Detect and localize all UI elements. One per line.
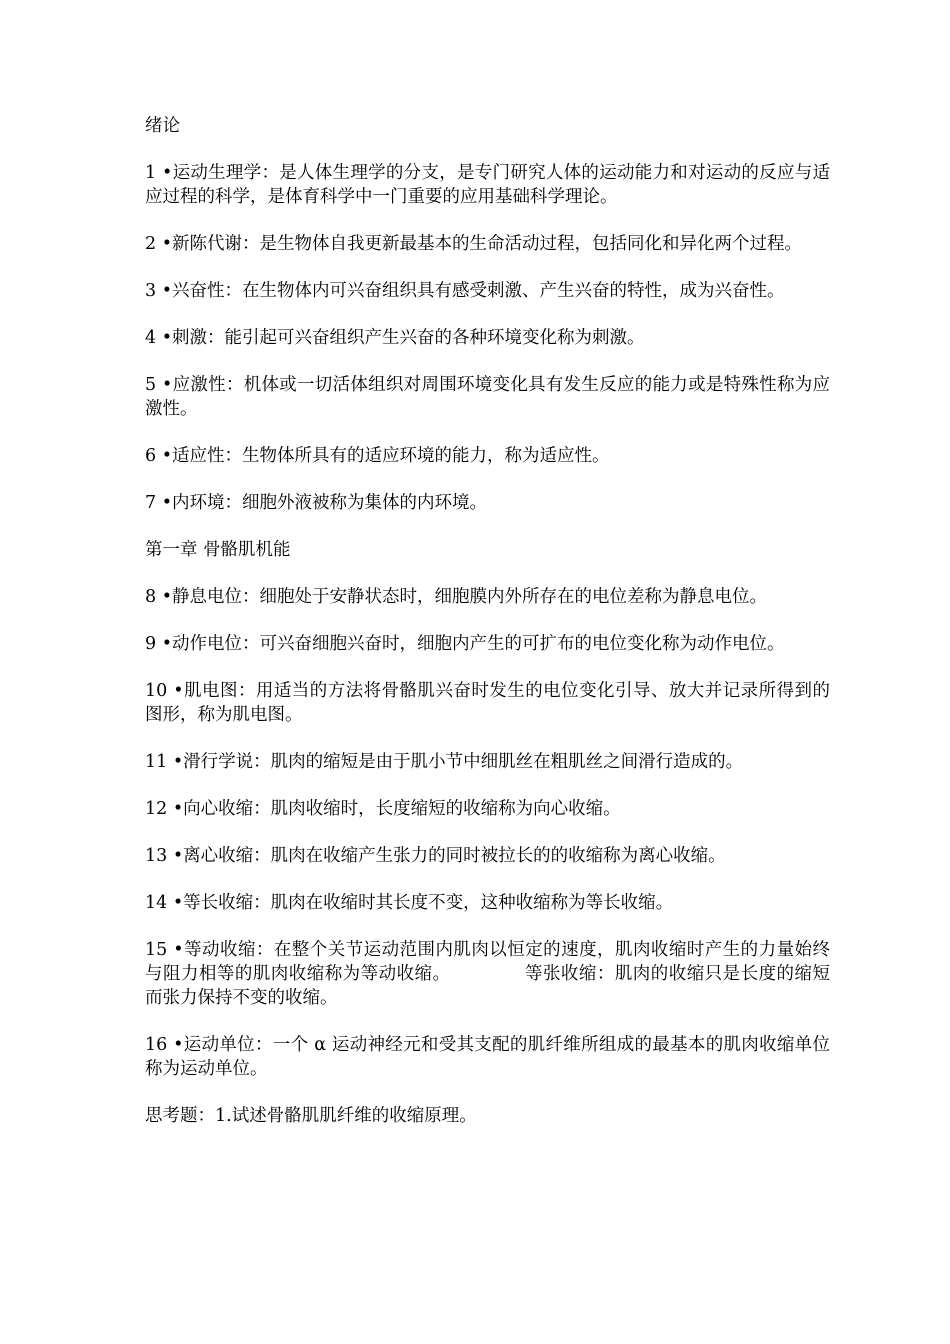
item-number: 15 • [145,940,184,960]
item-number: 11 • [145,752,183,772]
definition-item-6 [145,444,830,468]
definition-item-10 [145,679,830,727]
definition-item-4 [145,326,830,350]
definition-item-15 [145,938,830,1010]
item-number: 6 • [145,446,172,466]
item-text: 等长收缩：肌肉在收缩时其长度不变，这种收缩称为等长收缩。 [183,893,674,913]
item-text: 动作电位：可兴奋细胞兴奋时，细胞内产生的可扩布的电位变化称为动作电位。 [172,634,785,654]
item-number: 13 • [145,846,183,866]
definition-item-9 [145,632,830,656]
item-text: 运动单位：一个 α 运动神经元和受其支配的肌纤维所组成的最基本的肌肉收缩单位称为运动单位。 [145,1035,830,1079]
item-number: 4 • [145,328,172,348]
definition-item-16 [145,1033,830,1081]
definition-item-8 [145,585,830,609]
item-text: 应激性：机体或一切活体组织对周围环境变化具有发生反应的能力或是特殊性称为应激性。 [145,375,831,419]
study-question: 思考题：1.试述骨骼肌肌纤维的收缩原理。 [145,1106,477,1126]
definition-item-7 [145,491,830,515]
item-text: 等动收缩：在整个关节运动范围内肌肉以恒定的速度，肌肉收缩时产生的力量始终与阻力相等的肌肉收缩称为等动收缩。 [145,940,830,984]
item-text: 适应性：生物体所具有的适应环境的能力，称为适应性。 [172,446,610,466]
item-number: 9 • [145,634,172,654]
item-number: 14 • [145,893,183,913]
definition-item-3 [145,279,830,303]
item-text: 刺激：能引起可兴奋组织产生兴奋的各种环境变化称为刺激。 [172,328,645,348]
definition-item-1 [145,161,830,209]
item-number: 10 • [145,681,184,701]
item-text: 向心收缩：肌肉收缩时，长度缩短的收缩称为向心收缩。 [183,799,621,819]
item-text: 运动生理学：是人体生理学的分支，是专门研究人体的运动能力和对运动的反应与适应过程的科学，是体育科学中一门重要的应用基础科学理论。 [145,163,831,207]
definition-item-14 [145,891,830,915]
item-number: 2 • [145,234,172,254]
item-number: 5 • [145,375,172,395]
item-number: 16 • [145,1035,183,1055]
definition-item-5 [145,373,830,421]
definition-item-13 [145,844,830,868]
item-text: 兴奋性：在生物体内可兴奋组织具有感受刺激、产生兴奋的特性，成为兴奋性。 [172,281,785,301]
section-heading-chapter1: 第一章 骨骼肌机能 [145,540,291,560]
definition-item-12 [145,797,830,821]
item-text: 肌电图：用适当的方法将骨骼肌兴奋时发生的电位变化引导、放大并记录所得到的图形，称为肌电图。 [145,681,830,725]
item-text: 静息电位：细胞处于安静状态时，细胞膜内外所存在的电位差称为静息电位。 [172,587,768,607]
item-text: 内环境：细胞外液被称为集体的内环境。 [172,493,488,513]
definition-item-11 [145,750,830,774]
item-text: 滑行学说：肌肉的缩短是由于肌小节中细肌丝在粗肌丝之间滑行造成的。 [183,752,744,772]
item-number: 3 • [145,281,172,301]
item-number: 7 • [145,493,172,513]
item-text: 离心收缩：肌肉在收缩产生张力的同时被拉长的的收缩称为离心收缩。 [183,846,726,866]
item-number: 1 • [145,163,172,183]
item-text: 新陈代谢：是生物体自我更新最基本的生命活动过程，包括同化和异化两个过程。 [172,234,803,254]
item-number: 8 • [145,587,172,607]
item-number: 12 • [145,799,183,819]
section-heading-intro: 绪论 [145,116,180,136]
definition-item-2 [145,232,830,256]
item-text-secondary: 等张收缩：肌肉的收缩只是长度的缩短而张力保持不变的收缩。 [145,964,830,1008]
